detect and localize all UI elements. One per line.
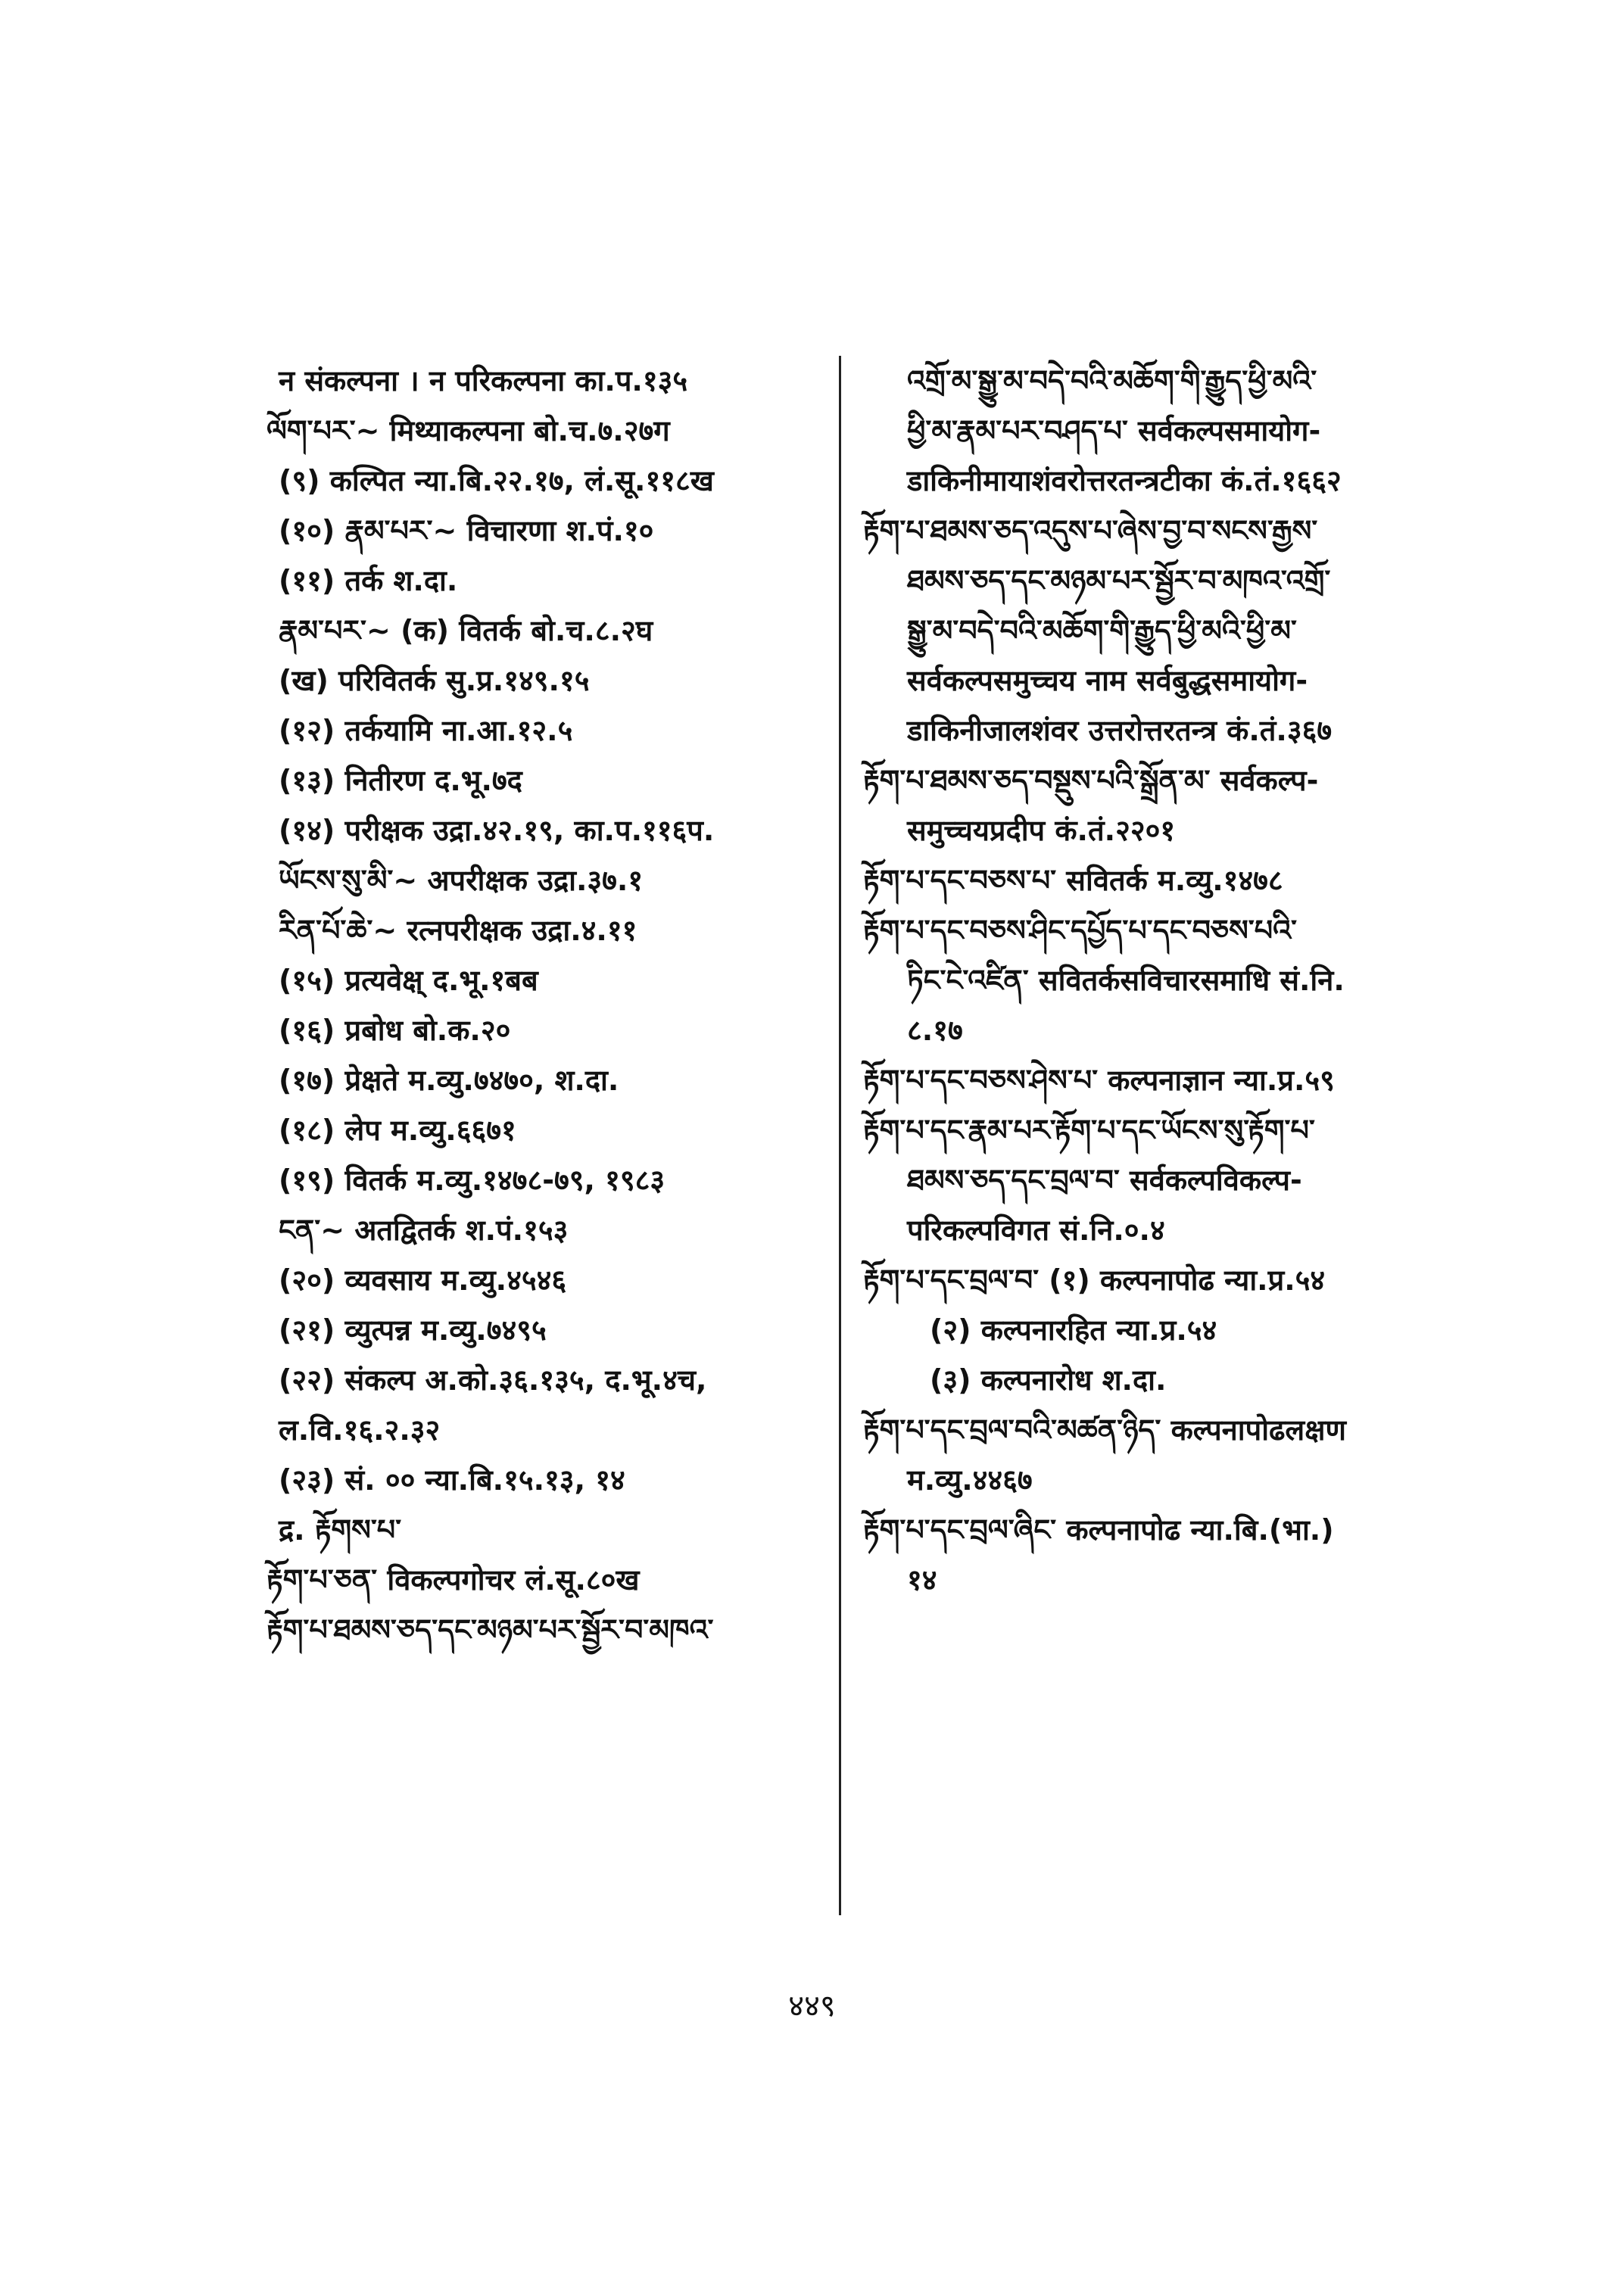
dictionary-line: समुच्चयप्रदीप कं.तं.२२०१ xyxy=(907,814,1176,847)
dictionary-line: ल.वि.१६.२.३२ xyxy=(279,1413,441,1447)
dictionary-line: ཐམས་ཅད་དང་མཉམ་པར་སྦྱོར་བ་མཁའ་འགྲོ་ xyxy=(907,564,1331,597)
dictionary-line: (१२) तर्कयामि ना.आ.१२.५ xyxy=(279,714,573,747)
dictionary-line: (१६) प्रबोध बो.क.२० xyxy=(279,1014,511,1047)
dictionary-line: न संकल्पना । न परिकल्पना का.प.१३५ xyxy=(279,364,688,397)
page-number: ४४९ xyxy=(788,1989,836,2024)
dictionary-line: परिकल्पविगत सं.नि.०.४ xyxy=(907,1213,1165,1247)
dictionary-line: རྟོག་པ་དང་བྲལ་བའི་མཚན་ཉིད་ कल्पनापोढलक्षण xyxy=(863,1413,1346,1447)
dictionary-line: डाकिनीमायाशंवरोत्तरतन्त्रटीका कं.तं.१६६२ xyxy=(907,464,1342,497)
dictionary-line: (११) तर्क श.दा. xyxy=(279,564,458,597)
dictionary-line: རྟོག་པ་དང་བཅས་ཤིང་དཔྱོད་པ་དང་བཅས་པའི་ xyxy=(863,914,1298,947)
dictionary-line: (१३) नितीरण द.भू.७द xyxy=(279,764,522,797)
dictionary-line: རྟོག་པ་ཐམས་ཅད་འདུས་པ་ཞེས་བྱ་བ་སངས་རྒྱས་ xyxy=(863,514,1318,547)
dictionary-line: (२२) संकल्प अ.को.३६.१३५, द.भू.४च, xyxy=(279,1363,707,1397)
dictionary-line: རིན་པོ་ཆེ་~ रत्नपरीक्षक उद्रा.४.११ xyxy=(279,914,637,947)
left-column xyxy=(267,356,827,1655)
right-column xyxy=(863,356,1469,1605)
dictionary-line: སྒྱུ་མ་བདེ་བའི་མཆོག་གི་རྒྱུད་ཕྱི་མའི་ཕྱི་མ་ xyxy=(907,614,1297,647)
dictionary-line: (२०) व्यवसाय म.व्यु.४५४६ xyxy=(279,1263,567,1297)
dictionary-line: རྟོག་པ་དང་བྲལ་བ་ (१) कल्पनापोढ न्या.प्र.५४ xyxy=(863,1263,1326,1297)
dictionary-line: རྟོག་པ་དང་བཅས་པ་ सवितर्क म.व्यु.१४७८ xyxy=(863,864,1283,897)
dictionary-line: (१९) वितर्क म.व्यु.१४७८-७९, १९८३ xyxy=(279,1164,665,1197)
dictionary-line: ཡོངས་སུ་མི་~ अपरीक्षक उद्रा.३७.१ xyxy=(279,864,644,897)
dictionary-line: རྟོག་པ་ཅན་ विकल्पगोचर लं.सू.८०ख xyxy=(267,1563,640,1597)
dictionary-line: (ख) परिवितर्क सु.प्र.१४९.१५ xyxy=(279,664,590,697)
dictionary-line: (२१) व्युत्पन्न म.व्यु.७४९५ xyxy=(279,1313,547,1347)
dictionary-line: ལོག་པར་~ मिथ्याकल्पना बो.च.७.२७ग xyxy=(267,414,670,447)
dictionary-line: (१८) लेप म.व्यु.६६७१ xyxy=(279,1114,516,1147)
dictionary-line: རྟོག་པ་དང་རྣམ་པར་རྟོག་པ་དང་ཡོངས་སུ་རྟོག་པ་ xyxy=(863,1114,1315,1147)
dictionary-line: (२३) सं. ०० न्या.बि.१५.१३, १४ xyxy=(279,1463,625,1497)
dictionary-line: རྣམ་པར་~ (क) वितर्क बो.च.८.२घ xyxy=(279,614,653,647)
dictionary-line: རྟོག་པ་དང་བཅས་ཤེས་པ་ कल्पनाज्ञान न्या.प्र.५९ xyxy=(863,1064,1335,1097)
dictionary-line: सर्वकल्पसमुच्चय नाम सर्वबुद्धसमायोग- xyxy=(907,664,1308,697)
dictionary-line: ཐམས་ཅད་དང་བྲལ་བ་ सर्वकल्पविकल्प- xyxy=(907,1164,1302,1197)
dictionary-line: (३) कल्पनारोध श.दा. xyxy=(930,1363,1167,1397)
dictionary-line: ཕྱི་མ་རྣམ་པར་བཤད་པ་ सर्वकल्पसमायोग- xyxy=(907,414,1321,447)
dictionary-line: द्र. རྟོགས་པ་ xyxy=(279,1513,402,1547)
dictionary-line: ཏིང་ངེ་འཛིན་ सवितर्कसविचारसमाधि सं.नि. xyxy=(907,964,1345,997)
dictionary-line: (१७) प्रेक्षते म.व्यु.७४७०, श.दा. xyxy=(279,1064,619,1097)
dictionary-line: ངན་~ अतद्वितर्क श.पं.१५३ xyxy=(279,1213,569,1247)
dictionary-line: (२) कल्पनारहित न्या.प्र.५४ xyxy=(930,1313,1217,1347)
dictionary-line: (९) कल्पित न्या.बि.२२.१७, लं.सू.११८ख xyxy=(279,464,714,497)
dictionary-line: (१५) प्रत्यवेक्ष् द.भू.१बब xyxy=(279,964,538,997)
dictionary-line: རྟོག་པ་དང་བྲལ་ཞིང་ कल्पनापोढ न्या.बि.(भा.) xyxy=(863,1513,1334,1547)
dictionary-line: (१०) རྣམ་པར་~ विचारणा श.पं.१० xyxy=(279,514,654,547)
dictionary-line: डाकिनीजालशंवर उत्तरोत्तरतन्त्र कं.तं.३६७ xyxy=(907,714,1333,747)
dictionary-line: (१४) परीक्षक उद्रा.४२.१९, का.प.११६प. xyxy=(279,814,715,847)
dictionary-line: འགྲོ་མ་སྒྱུ་མ་བདེ་བའི་མཆོག་གི་རྒྱུད་ཕྱི་མའི་ xyxy=(907,364,1317,397)
dictionary-line: རྟོག་པ་ཐམས་ཅད་དང་མཉམ་པར་སྦྱོར་བ་མཁའ་ xyxy=(267,1613,714,1647)
dictionary-line: རྟོག་པ་ཐམས་ཅད་བསྡུས་པའི་སྒྲོན་མ་ सर्वकल्प- xyxy=(863,764,1319,797)
column-separator xyxy=(839,356,841,1915)
dictionary-line: म.व्यु.४४६७ xyxy=(907,1463,1033,1497)
dictionary-line: १४ xyxy=(907,1563,937,1597)
dictionary-line: ८.१७ xyxy=(907,1014,963,1047)
